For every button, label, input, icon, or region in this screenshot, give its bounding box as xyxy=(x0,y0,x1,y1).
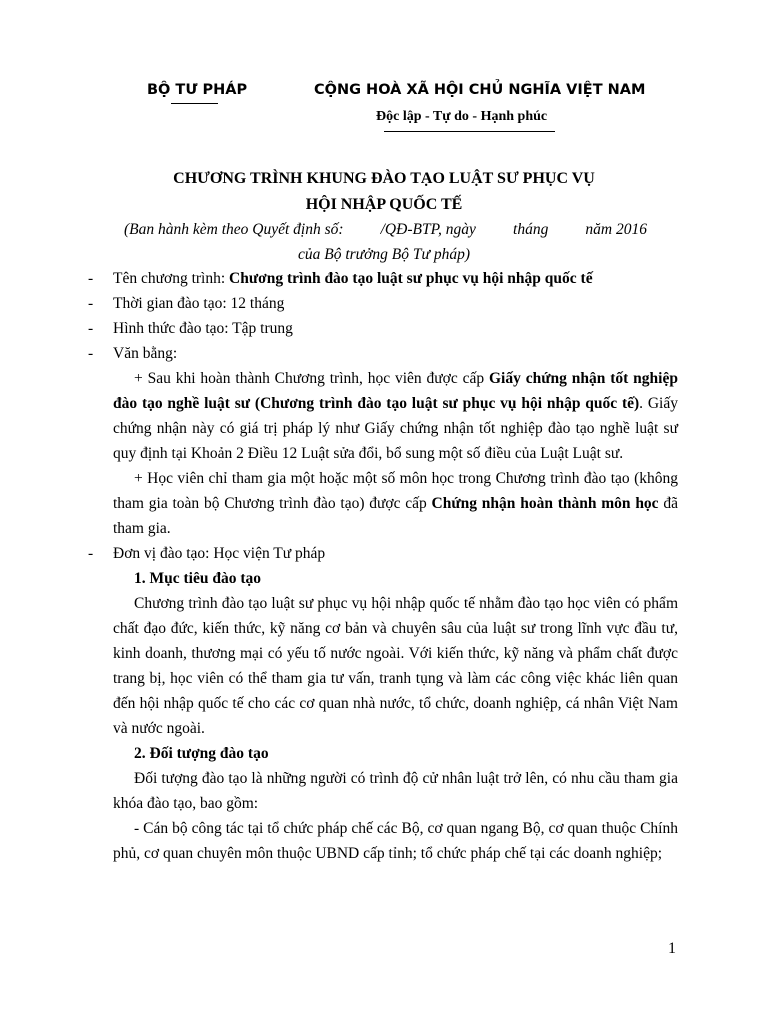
section-2-item-1: - Cán bộ công tác tại tổ chức pháp chế các Bộ, cơ quan ngang Bộ, cơ quan thuộc Chính phủ, cơ quan chuyên môn thuộc UBND cấp tỉnh; tổ chức pháp chế tại các doanh nghiệp; xyxy=(113,820,678,862)
diploma-paragraph-2: + Học viên chỉ tham gia một hoặc một số môn học trong Chương trình đào tạo (không tham gia toàn bộ Chương trình đào tạo) được cấp Chứng nhận hoàn thành môn học đã tham gia. xyxy=(113,470,678,537)
diploma-text: Văn bằng: xyxy=(113,345,178,362)
decision-issuer: của Bộ trưởng Bộ Tư pháp) xyxy=(298,246,470,263)
section-2-text: Đối tượng đào tạo là những người có trình độ cử nhân luật trở lên, có nhu cầu tham gia khóa đào tạo, bao gồm: xyxy=(113,770,678,812)
decision-part-a: (Ban hành kèm theo Quyết định số: xyxy=(124,221,344,238)
decision-reference xyxy=(124,217,647,242)
decision-part-b: /QĐ-BTP, ngày xyxy=(380,221,476,238)
ministry-name: BỘ TƯ PHÁP xyxy=(147,82,248,98)
bullet-program-name xyxy=(88,266,678,291)
document-title-line2: HỘI NHẬP QUỐC TẾ xyxy=(305,196,463,213)
bullet-dash: - xyxy=(88,545,94,562)
decision-part-d: năm 2016 xyxy=(585,221,647,238)
bullet-dash: - xyxy=(88,320,94,337)
document-title-line1: CHƯƠNG TRÌNH KHUNG ĐÀO TẠO LUẬT SƯ PHỤC VỤ xyxy=(173,170,595,187)
bullet-dash: - xyxy=(88,345,94,362)
duration-text: Thời gian đào tạo: 12 tháng xyxy=(113,295,285,312)
section-1-heading: 1. Mục tiêu đào tạo xyxy=(134,570,262,587)
ministry-underline xyxy=(171,103,218,104)
unit-text: Đơn vị đào tạo: Học viện Tư pháp xyxy=(113,545,326,562)
mode-text: Hình thức đào tạo: Tập trung xyxy=(113,320,293,337)
document-body xyxy=(88,266,678,866)
section-2-heading: 2. Đối tượng đào tạo xyxy=(134,745,269,762)
bullet-diploma xyxy=(88,341,678,366)
bullet-duration xyxy=(88,291,678,316)
bullet-dash: - xyxy=(88,295,94,312)
country-name: CỘNG HOÀ XÃ HỘI CHỦ NGHĨA VIỆT NAM xyxy=(314,82,646,98)
diploma-paragraph-1: + Sau khi hoàn thành Chương trình, học viên được cấp Giấy chứng nhận tốt nghiệp đào tạo nghề luật sư (Chương trình đào tạo luật sư phục vụ hội nhập quốc tế). Giấy chứng nhận này có giá trị pháp lý như Giấy chứng nhận tốt nghiệp đào tạo nghề luật sư quy định tại Khoản 2 Điều 12 Luật sửa đổi, bổ sung một số điều của Luật Luật sư. xyxy=(113,370,678,462)
bullet-training-unit xyxy=(88,541,678,566)
decision-part-c: tháng xyxy=(513,221,549,238)
bullet-dash: - xyxy=(88,270,94,287)
program-value: Chương trình đào tạo luật sư phục vụ hội nhập quốc tế xyxy=(229,270,593,287)
bullet-mode xyxy=(88,316,678,341)
motto-underline xyxy=(384,131,555,132)
program-label: Tên chương trình: xyxy=(113,270,230,287)
page-number: 1 xyxy=(668,940,676,957)
section-1-text: Chương trình đào tạo luật sư phục vụ hội nhập quốc tế nhằm đào tạo học viên có phẩm chất đạo đức, kiến thức, kỹ năng cơ bản và chuyên sâu của luật sư trong lĩnh vực đầu tư, kinh doanh, thương mại có yếu tố nước ngoài. Với kiến thức, kỹ năng và phẩm chất được trang bị, học viên có thể tham gia tư vấn, tranh tụng và làm các công việc khác liên quan đến hội nhập quốc tế cho các cơ quan nhà nước, tổ chức, doanh nghiệp, cá nhân Việt Nam và nước ngoài. xyxy=(113,595,678,737)
national-motto: Độc lập - Tự do - Hạnh phúc xyxy=(376,109,548,124)
